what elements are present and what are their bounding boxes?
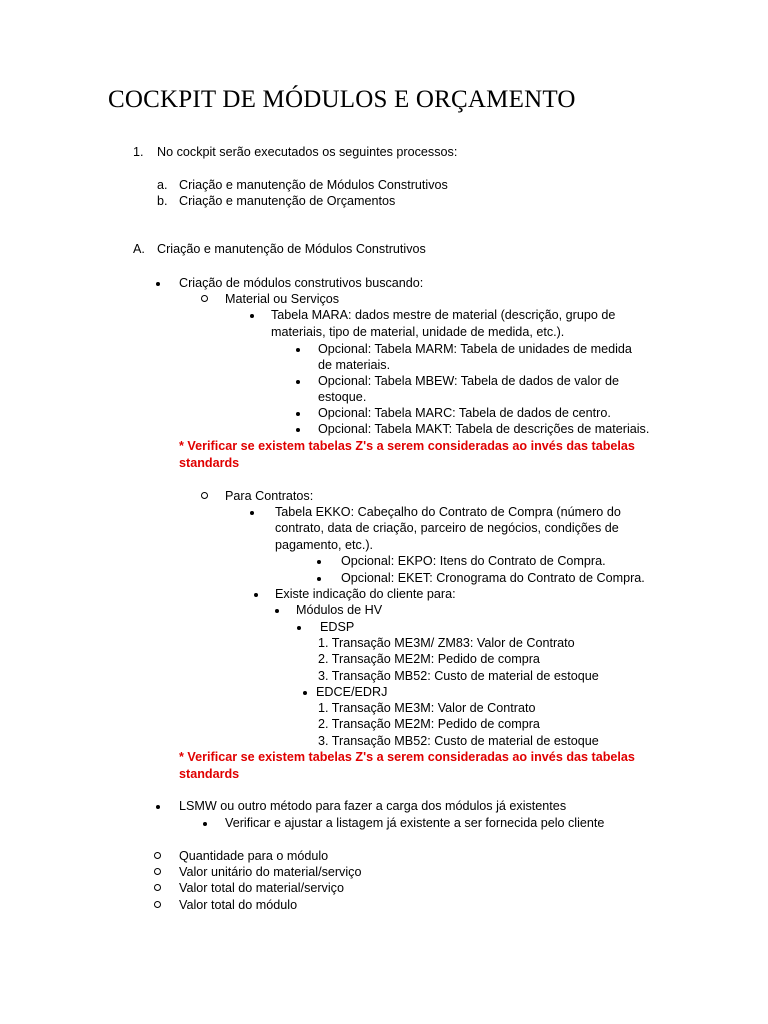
list-item-continued: estoque. <box>318 390 367 404</box>
list-item: Opcional: Tabela MARC: Tabela de dados de centro. <box>318 406 611 420</box>
section-marker: A. <box>133 242 145 256</box>
list-marker: 1. <box>133 145 144 159</box>
list-marker: a. <box>157 178 168 192</box>
transaction-item: 1. Transação ME3M: Valor de Contrato <box>318 701 536 715</box>
bullet-icon <box>297 626 301 630</box>
bullet-icon <box>296 380 300 384</box>
transaction-item: 3. Transação MB52: Custo de material de estoque <box>318 669 599 683</box>
list-item: Opcional: EKET: Cronograma do Contrato de Compra. <box>341 571 645 585</box>
list-item-continued: materiais, tipo de material, unidade de medida, etc.). <box>271 325 565 339</box>
intro-text: No cockpit serão executados os seguintes processos: <box>157 145 458 159</box>
list-item: LSMW ou outro método para fazer a carga dos módulos já existentes <box>179 799 567 813</box>
list-item: Valor total do material/serviço <box>179 881 344 895</box>
list-item: Valor unitário do material/serviço <box>179 865 362 879</box>
list-item: Criação e manutenção de Módulos Construtivos <box>179 178 448 192</box>
transaction-item: 3. Transação MB52: Custo de material de estoque <box>318 734 599 748</box>
list-item: Opcional: Tabela MARM: Tabela de unidades de medida <box>318 342 632 356</box>
list-item-continued: de materiais. <box>318 358 391 372</box>
bullet-icon <box>317 560 321 564</box>
warning-note: * Verificar se existem tabelas Z's a serem consideradas ao invés das tabelas <box>179 750 635 764</box>
bullet-icon <box>250 314 254 318</box>
bullet-icon <box>317 577 321 581</box>
bullet-icon <box>296 412 300 416</box>
list-item: Opcional: EKPO: Itens do Contrato de Compra. <box>341 554 606 568</box>
circle-bullet-icon <box>154 884 161 891</box>
list-item: Opcional: Tabela MAKT: Tabela de descrições de materiais. <box>318 422 650 436</box>
list-item: Para Contratos: <box>225 489 314 503</box>
circle-bullet-icon <box>201 492 208 499</box>
bullet-icon <box>254 593 258 597</box>
warning-note-continued: standards <box>179 456 240 470</box>
circle-bullet-icon <box>201 295 208 302</box>
list-item: Módulos de HV <box>296 603 383 617</box>
bullet-icon <box>275 609 279 613</box>
list-item-continued: pagamento, etc.). <box>275 538 374 552</box>
circle-bullet-icon <box>154 901 161 908</box>
circle-bullet-icon <box>154 852 161 859</box>
transaction-item: 2. Transação ME2M: Pedido de compra <box>318 717 540 731</box>
list-item: Criação de módulos construtivos buscando: <box>179 276 424 290</box>
page-title: COCKPIT DE MÓDULOS E ORÇAMENTO <box>108 86 576 113</box>
bullet-icon <box>203 822 207 826</box>
list-item: Tabela EKKO: Cabeçalho do Contrato de Compra (número do <box>275 505 621 519</box>
bullet-icon <box>156 282 160 286</box>
bullet-icon <box>296 428 300 432</box>
list-item: EDCE/EDRJ <box>316 685 388 699</box>
list-item: Valor total do módulo <box>179 898 298 912</box>
bullet-icon <box>156 805 160 809</box>
bullet-icon <box>303 691 307 695</box>
bullet-icon <box>250 511 254 515</box>
transaction-item: 2. Transação ME2M: Pedido de compra <box>318 652 540 666</box>
list-item: Material ou Serviços <box>225 292 340 306</box>
warning-note: * Verificar se existem tabelas Z's a serem consideradas ao invés das tabelas <box>179 439 635 453</box>
list-marker: b. <box>157 194 168 208</box>
list-item-continued: contrato, data de criação, parceiro de negócios, condições de <box>275 521 619 535</box>
warning-note-continued: standards <box>179 767 240 781</box>
circle-bullet-icon <box>154 868 161 875</box>
list-item: Opcional: Tabela MBEW: Tabela de dados de valor de <box>318 374 620 388</box>
list-item: Existe indicação do cliente para: <box>275 587 456 601</box>
list-item: Quantidade para o módulo <box>179 849 329 863</box>
list-item: Criação e manutenção de Orçamentos <box>179 194 396 208</box>
section-heading: Criação e manutenção de Módulos Construtivos <box>157 242 426 256</box>
list-item: Tabela MARA: dados mestre de material (descrição, grupo de <box>271 308 616 322</box>
transaction-item: 1. Transação ME3M/ ZM83: Valor de Contrato <box>318 636 575 650</box>
list-item: EDSP <box>320 620 355 634</box>
list-item: Verificar e ajustar a listagem já existente a ser fornecida pelo cliente <box>225 816 605 830</box>
bullet-icon <box>296 348 300 352</box>
